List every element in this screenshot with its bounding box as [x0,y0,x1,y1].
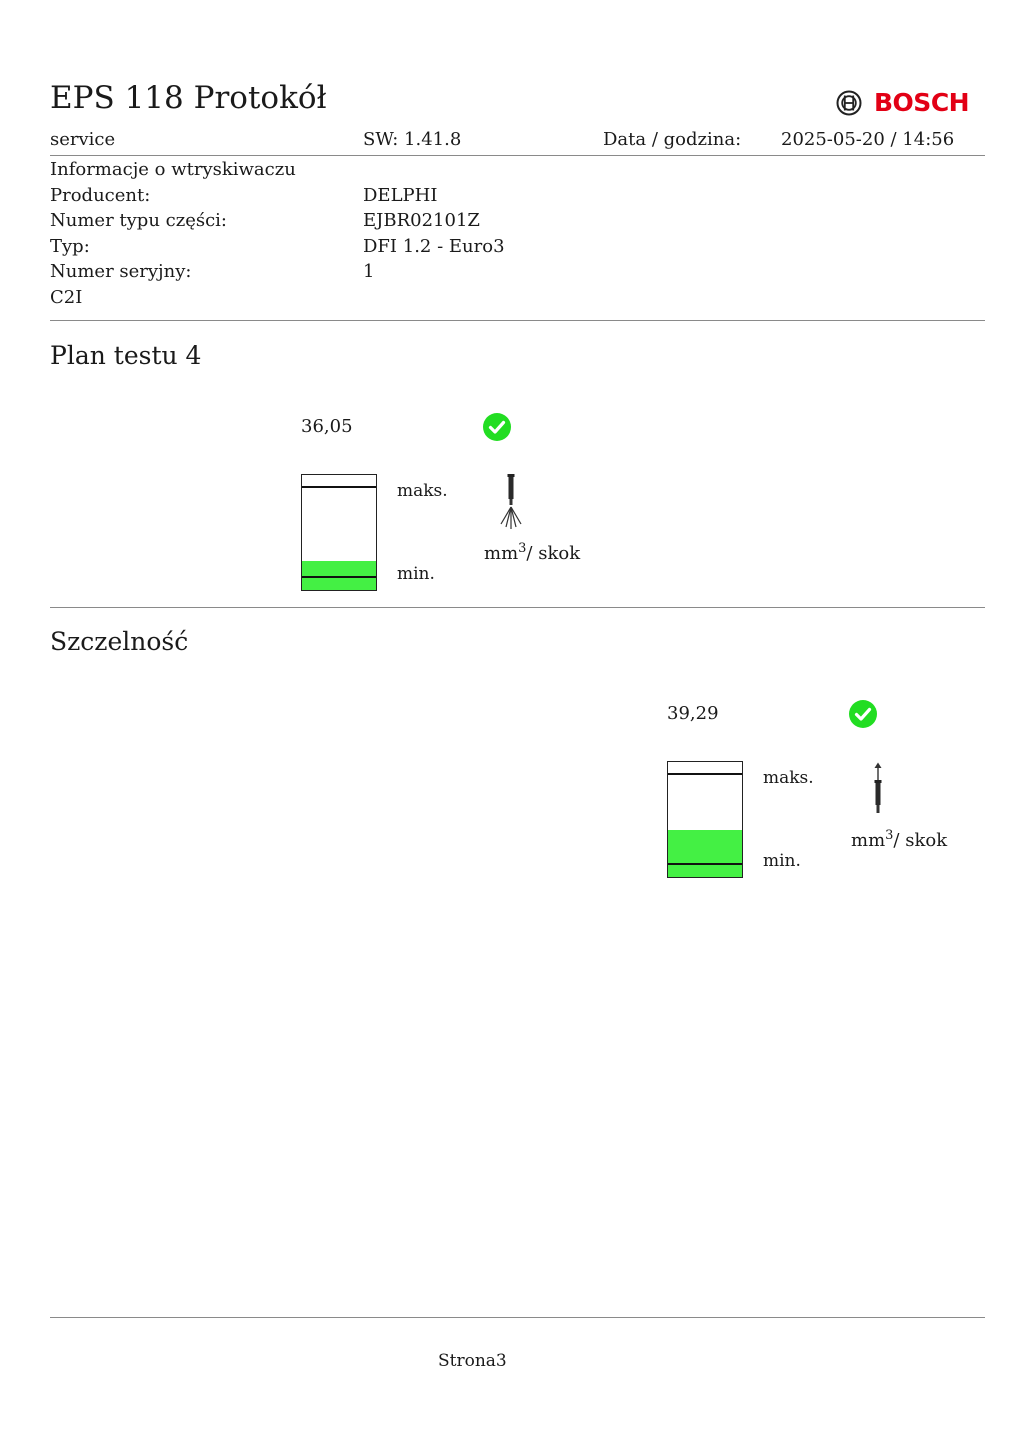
footer-divider [50,1317,985,1318]
gauge-min-label: min. [397,564,435,584]
unit-base: mm [484,543,519,564]
leak-test-value: 39,29 [667,703,719,724]
gauge-min-line [668,863,742,865]
info-label-type: Typ: [50,236,90,257]
injector-return-icon [863,762,893,820]
ok-check-icon [483,413,511,441]
gauge-max-line [668,773,742,775]
injector-info-heading: Informacje o wtryskiwaczu [50,159,296,180]
info-label-part-type: Numer typu części: [50,210,227,231]
unit-exponent: 3 [518,541,527,556]
gauge-max-line [302,486,376,488]
ok-check-icon [849,700,877,728]
test-plan-gauge [301,474,377,591]
injector-spray-icon [496,474,526,532]
test-plan-unit [484,543,580,564]
software-version: SW: 1.41.8 [363,129,462,150]
gauge-max-label: maks. [763,768,814,788]
unit-exponent: 3 [885,828,894,843]
datetime-label: Data / godzina: [603,129,742,150]
info-value-serial: 1 [363,261,375,282]
bosch-armature-icon [836,90,862,116]
leak-test-gauge [667,761,743,878]
leak-test-title: Szczelność [50,627,189,656]
unit-tail: / skok [893,830,948,851]
gauge-fill-level [668,830,742,877]
test-plan-value: 36,05 [301,416,353,437]
info-value-manufacturer: DELPHI [363,185,438,206]
unit-base: mm [851,830,886,851]
brand-name: BOSCH [874,88,970,117]
gauge-min-line [302,576,376,578]
gauge-max-label: maks. [397,481,448,501]
page-title: EPS 118 Protokół [50,80,327,116]
brand-logo [836,88,969,117]
leak-test-unit [851,830,947,851]
info-label-serial: Numer seryjny: [50,261,192,282]
info-value-part-type: EJBR02101Z [363,210,480,231]
info-value-type: DFI 1.2 - Euro3 [363,236,505,257]
gauge-min-label: min. [763,851,801,871]
section-divider [50,607,985,608]
header-divider [50,155,985,156]
unit-tail: / skok [526,543,581,564]
info-label-manufacturer: Producent: [50,185,151,206]
info-divider [50,320,985,321]
test-plan-title: Plan testu 4 [50,341,202,370]
page-number: Strona3 [438,1351,507,1371]
injector-code: C2I [50,287,83,308]
mode-label: service [50,129,116,150]
datetime-value: 2025-05-20 / 14:56 [781,129,955,150]
